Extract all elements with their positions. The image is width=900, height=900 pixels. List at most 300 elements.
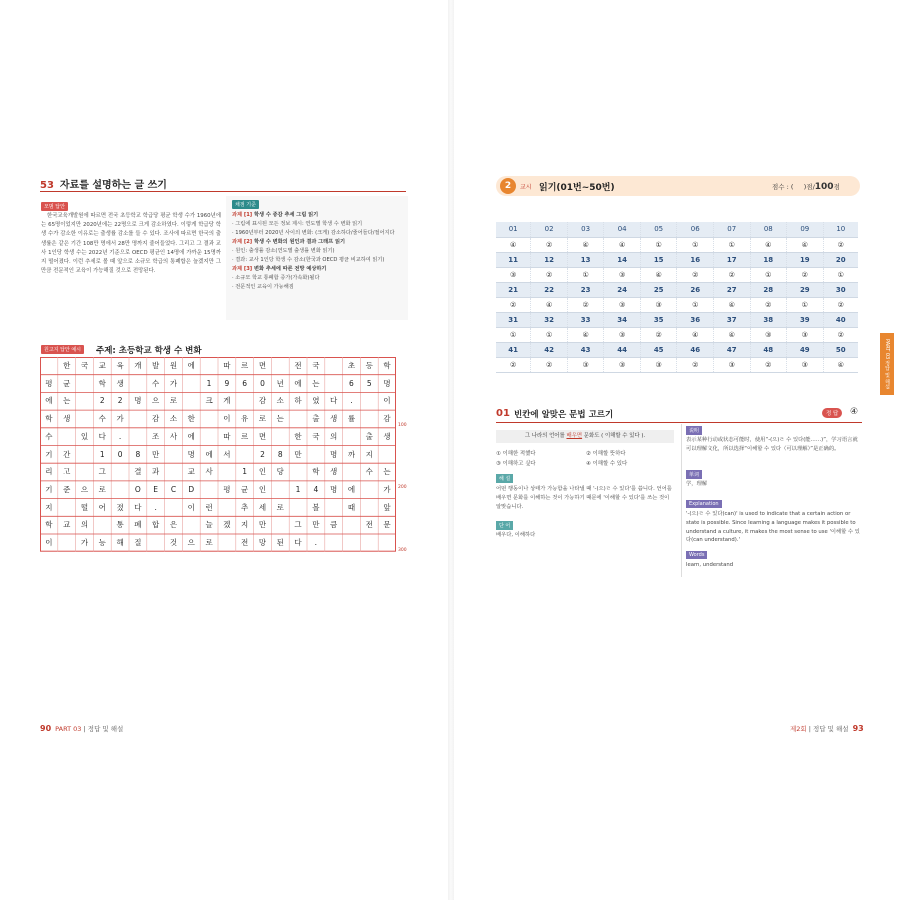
answer-number-row	[496, 222, 858, 237]
answer-key-table	[496, 222, 858, 373]
question-number-cell: 32	[531, 312, 568, 327]
grid-cell: 어	[98, 502, 106, 512]
choice-1: ① 이해한 적했다	[496, 451, 536, 457]
chinese-explanation-text: 表示某种行动或状态可能时，使用“-(으)ㄹ 수 있다(能……)”，学习语言就可以理解文化，所以选择“이해할 수 있다（可以理解）”是正确的。	[686, 437, 858, 452]
answer-cell: ④	[713, 327, 750, 342]
scoring-criteria-list	[232, 211, 406, 292]
question-number-cell: 22	[531, 282, 568, 297]
answer-cell: ④	[531, 297, 568, 312]
choice-3: ③ 이해하고 싶다	[496, 461, 536, 467]
question-number: 53	[40, 180, 54, 191]
grid-cell: 는	[312, 378, 320, 388]
question-number-cell: 20	[823, 252, 858, 267]
grid-cell: 명	[383, 378, 391, 388]
answer-cell: ③	[604, 327, 641, 342]
grid-cell: 1	[295, 484, 301, 494]
answer-value-row	[496, 297, 858, 312]
answer-cell: ④	[567, 327, 604, 342]
grid-cell: 늘	[205, 520, 213, 530]
grid-cell: 5	[366, 378, 372, 388]
answer-cell: ①	[531, 327, 568, 342]
question-number-cell: 04	[604, 222, 641, 237]
answer-cell: ①	[677, 237, 714, 252]
grid-cell: 크	[205, 396, 213, 406]
grid-cell: 르	[241, 361, 249, 370]
grid-cell: 생	[63, 414, 71, 424]
grid-cell: 는	[276, 414, 284, 424]
grid-cell: 소	[169, 414, 178, 424]
grid-cell: 0	[260, 378, 265, 388]
grid-cell: 으	[187, 538, 195, 547]
question-number-cell: 42	[531, 342, 568, 357]
question-number-cell: 27	[713, 282, 750, 297]
question-01-title: 빈칸에 알맞은 문법 고르기	[514, 410, 614, 420]
criteria-heading-text: 변화 추세에 따른 전망 예상하기	[254, 266, 327, 272]
grid-cell: 명	[134, 396, 142, 406]
grid-cell: 교	[187, 467, 195, 477]
grid-cell: 큼	[330, 520, 338, 530]
grid-cell	[111, 481, 129, 499]
grid-cell: 감	[152, 414, 160, 424]
answer-cell: ④	[677, 327, 714, 342]
grid-cell	[271, 357, 289, 375]
grid-cell: 학	[383, 361, 391, 370]
grid-cell: 출	[312, 414, 320, 424]
answer-cell: ④	[640, 267, 677, 282]
answer-cell: ②	[496, 357, 531, 372]
footer-text-right: | 정답 및 해설	[808, 725, 849, 733]
chinese-explanation-tag: 说明	[686, 426, 702, 435]
grid-row	[40, 392, 396, 410]
explanation-tag: 해 설	[496, 474, 513, 483]
grid-cell	[289, 463, 307, 481]
grid-cell	[58, 534, 76, 552]
grid-cell: 통	[116, 520, 124, 530]
grid-cell: 해	[116, 538, 124, 547]
answer-number-row	[496, 282, 858, 297]
grid-cell: 에	[347, 484, 356, 494]
grid-cell: 르	[241, 431, 249, 441]
reference-answer-title: 주제: 초등학교 학생 수 변화	[96, 346, 202, 356]
grid-cell: 로	[169, 396, 178, 406]
criteria-heading	[232, 265, 406, 274]
grid-cell: 6	[242, 378, 248, 388]
grid-cell: 있	[80, 431, 89, 441]
grid-cell: 은	[169, 520, 178, 530]
grid-cell	[165, 463, 183, 481]
answer-cell: ④	[496, 237, 531, 252]
answer-choices	[496, 449, 676, 469]
correct-answer-tag: 정 답	[822, 408, 842, 418]
grid-cell	[289, 410, 307, 428]
grid-cell	[76, 446, 94, 464]
grid-cell: 서	[223, 449, 231, 459]
grid-cell: 률	[347, 414, 356, 424]
criteria-heading-text: 학생 수 증감 추세 그림 읽기	[254, 212, 319, 218]
grid-cell: 로	[276, 502, 284, 512]
grid-cell: 합	[152, 520, 160, 530]
grid-cell: 는	[383, 467, 391, 477]
answer-cell: ④	[713, 297, 750, 312]
grid-cell	[271, 516, 289, 534]
question-number-cell: 35	[640, 312, 677, 327]
answer-number-row	[496, 342, 858, 357]
exam-number-badge: 2	[500, 178, 516, 194]
answer-cell: ②	[496, 297, 531, 312]
answer-cell: ④	[823, 357, 858, 372]
grid-cell: 등	[365, 361, 373, 370]
answer-cell: ③	[604, 267, 641, 282]
grid-cell	[307, 446, 325, 464]
grid-cell: 9	[224, 378, 230, 388]
grid-cell: 에	[45, 396, 53, 406]
criteria-heading-text: 학생 수 변화의 원인과 결과 그래프 읽기	[254, 239, 346, 245]
grid-cell: 학	[45, 414, 53, 424]
grid-cell	[40, 357, 58, 375]
score-suffix: )점/	[803, 183, 815, 191]
grid-cell	[360, 392, 378, 410]
answer-cell: ②	[677, 357, 714, 372]
grid-cell: 원	[169, 361, 178, 370]
grid-cell: 떨	[80, 502, 89, 512]
grid-cell: 이	[187, 502, 195, 512]
grid-cell: 다	[294, 538, 302, 547]
question-number-cell: 11	[496, 252, 531, 267]
grid-cell: 에	[187, 361, 195, 370]
grid-cell: 감	[258, 396, 267, 406]
answer-cell: ③	[750, 327, 787, 342]
grid-cell	[165, 446, 183, 464]
grid-cell: 세	[258, 502, 267, 512]
answer-cell: ①	[496, 327, 531, 342]
grid-cell: 교	[98, 361, 106, 370]
grid-cell: 인	[258, 484, 267, 494]
grid-cell	[218, 499, 236, 517]
question-number-cell: 05	[640, 222, 677, 237]
grid-cell: 가	[383, 484, 391, 494]
question-number-cell: 39	[787, 312, 824, 327]
grid-cell: 생	[116, 378, 124, 388]
grid-cell	[343, 428, 361, 446]
grid-cell: 생	[383, 431, 391, 441]
answer-cell: ②	[787, 267, 824, 282]
question-number-cell: 08	[750, 222, 787, 237]
grid-cell: 망	[258, 538, 267, 547]
grid-row	[40, 534, 396, 552]
grid-cell	[76, 375, 94, 393]
grid-cell: 준	[63, 484, 71, 494]
grid-row	[40, 410, 396, 428]
grid-cell: 만	[152, 449, 160, 459]
question-number-cell: 01	[496, 222, 531, 237]
question-01-divider	[496, 422, 862, 423]
grid-cell: 따	[223, 431, 231, 441]
question-number-cell: 37	[713, 312, 750, 327]
footer-part: PART 03	[55, 725, 82, 733]
criteria-heading-number: 과제 [2]	[232, 239, 254, 245]
grid-cell: 초	[347, 361, 356, 370]
answer-cell: ④	[604, 237, 641, 252]
answer-cell: ③	[640, 297, 677, 312]
question-number-cell: 48	[750, 342, 787, 357]
grid-cell: 감	[383, 414, 391, 424]
grid-cell	[76, 463, 94, 481]
grid-cell: 가	[116, 414, 124, 424]
grid-cell: 다	[330, 396, 338, 406]
criteria-item: · 소규모 학교 통폐합 증가(가속화)될다	[232, 275, 320, 281]
grid-cell	[271, 481, 289, 499]
grid-cell: 에	[205, 449, 213, 459]
grid-cell: 평	[45, 378, 53, 388]
answer-cell: ①	[787, 297, 824, 312]
grid-cell	[58, 428, 76, 446]
question-number-cell: 43	[567, 342, 604, 357]
grid-cell	[129, 375, 147, 393]
grid-cell	[129, 410, 147, 428]
question-number-cell: 41	[496, 342, 531, 357]
answer-number-row	[496, 252, 858, 267]
grid-cell	[147, 534, 165, 552]
question-number-cell: 26	[677, 282, 714, 297]
grid-cell: 조	[152, 431, 160, 441]
grid-cell: 년	[276, 378, 284, 388]
grid-cell	[360, 410, 378, 428]
question-number-cell: 25	[640, 282, 677, 297]
grid-cell: 4	[313, 484, 319, 494]
grid-cell: 한	[294, 431, 302, 441]
grid-cell: 이	[383, 396, 391, 406]
grid-cell: 출	[365, 431, 373, 441]
grid-cell: 으	[80, 484, 89, 494]
answer-cell: ②	[750, 297, 787, 312]
vocab-text: 배우다, 이해하다	[496, 532, 536, 538]
grid-cell: 평	[223, 484, 231, 494]
model-answer-tag: 모범 답안	[41, 202, 68, 211]
choice-2: ② 이해할 뜻하다	[586, 451, 626, 457]
grid-cell	[58, 499, 76, 517]
grid-cell: 졌	[116, 502, 124, 512]
grid-cell	[289, 499, 307, 517]
grid-cell: 학	[45, 520, 53, 530]
grid-cell: D	[188, 484, 195, 494]
criteria-item: · 결과: 교사 1인당 학생 수 감소(한국과 OECD 평균 비교하여 읽기)	[232, 257, 385, 263]
question-number-cell: 12	[531, 252, 568, 267]
grid-cell: 의	[80, 520, 89, 530]
question-number-cell: 46	[677, 342, 714, 357]
grid-cell: 다	[98, 431, 106, 441]
grid-cell: 사	[205, 467, 213, 477]
grid-cell: C	[170, 484, 177, 494]
grid-cell	[182, 516, 200, 534]
translation-column	[681, 424, 862, 577]
question-number-cell: 36	[677, 312, 714, 327]
question-number-cell: 38	[750, 312, 787, 327]
answer-value-row	[496, 267, 858, 282]
grid-cell: 생	[330, 467, 338, 477]
answer-value-row	[496, 327, 858, 342]
grid-cell: 2	[99, 396, 105, 406]
question-number-cell: 07	[713, 222, 750, 237]
question-number-cell: 14	[604, 252, 641, 267]
answer-cell: ④	[787, 237, 824, 252]
question-53-title	[40, 176, 167, 191]
grid-cell: 그	[294, 520, 302, 530]
sentence-post: 문화도 ( 이해할 수 있다 ).	[583, 433, 646, 439]
exam-period-label: 교시	[520, 184, 532, 191]
grid-cell	[271, 428, 289, 446]
grid-cell: 런	[205, 502, 213, 512]
grid-cell: 한	[63, 361, 71, 370]
grid-cell: 균	[63, 378, 71, 388]
grid-cell: 과	[152, 467, 160, 477]
exam-title: 읽기(01번~50번)	[539, 183, 615, 193]
grid-cell	[200, 428, 218, 446]
grid-cell: 학	[312, 467, 320, 477]
answer-cell: ②	[713, 267, 750, 282]
book-gutter	[448, 0, 454, 900]
grid-cell	[325, 499, 343, 517]
english-vocab-tag: Words	[686, 551, 707, 559]
grid-cell	[76, 392, 94, 410]
question-number-cell: 49	[787, 342, 824, 357]
grid-cell: 게	[223, 396, 231, 406]
grid-cell	[111, 463, 129, 481]
grid-cell: 수	[98, 414, 106, 424]
grid-cell	[200, 357, 218, 375]
grid-cell: 의	[330, 431, 338, 441]
question-number-cell: 16	[677, 252, 714, 267]
question-number-cell: 18	[750, 252, 787, 267]
grid-cell: 에	[187, 431, 195, 441]
grid-cell: 때	[347, 502, 356, 512]
criteria-heading	[232, 238, 406, 247]
grid-cell	[182, 375, 200, 393]
criteria-item: · 원인: 출생률 감소(연도별 출생률 변화 읽기)	[232, 248, 335, 254]
model-answer-text: 한국교육개발원에 따르면 전국 초등학교 학급당 평균 학생 수가 1960년에는 65명이었지만 2020년에는 22명으로 크게 감소하였다. 이렇게 학급당 학생 수가 감소한 이유로는 출생률 감소를 들 수 있다. 조사에 따르면 한국의 출생률은 같은 기간 108만 명에서 28만 명까지 줄어들었다. 그리고 그 결과 교사 1인당 학생 수는 2022년 기준으로 OECD 평균인 14명에 가까운 15명까지 떨어졌다. 이런 추세로 볼 때 앞으로 소규모 학급의 통폐합은 늘겠지만 그만큼 전문적인 교육이 가능해질 것으로 전망된다.	[41, 213, 221, 275]
question-number-cell: 33	[567, 312, 604, 327]
grid-cell: 그	[98, 467, 106, 477]
grid-cell: 명	[330, 449, 338, 459]
criteria-heading-number: 과제 [1]	[232, 212, 254, 218]
grid-cell: 기	[45, 449, 53, 459]
grid-cell	[200, 410, 218, 428]
grid-cell: 만	[258, 520, 267, 530]
answer-cell: ③	[604, 357, 641, 372]
grid-cell: 하	[294, 396, 302, 406]
grid-cell: 수	[45, 431, 53, 441]
question-number-cell: 45	[640, 342, 677, 357]
question-number-cell: 17	[713, 252, 750, 267]
grid-mark-200: 200	[398, 485, 407, 490]
grid-cell: 다	[134, 502, 142, 512]
grid-row	[40, 481, 396, 499]
criteria-item: · 전문적인 교육이 가능해짐	[232, 284, 294, 290]
footer-text: | 정답 및 해설	[83, 725, 124, 733]
answer-cell: ②	[531, 237, 568, 252]
grid-cell: O	[134, 484, 141, 494]
grid-cell: 당	[276, 467, 284, 477]
answer-cell: ③	[567, 357, 604, 372]
grid-cell: 겠	[223, 520, 231, 530]
grid-cell: .	[314, 538, 318, 547]
grid-cell: 개	[134, 361, 142, 370]
answer-cell: ③	[787, 327, 824, 342]
grid-cell: 6	[349, 378, 354, 388]
grid-cell	[236, 446, 254, 464]
grid-cell: 것	[169, 538, 178, 547]
grid-cell: 지	[241, 520, 249, 530]
sentence-pre: 그 나라의 언어를	[524, 433, 565, 439]
grid-cell	[325, 375, 343, 393]
grid-cell: 로	[205, 538, 213, 547]
grid-mark-100: 100	[398, 423, 407, 428]
grid-cell: 가	[169, 378, 178, 388]
footer-left	[40, 724, 123, 733]
grid-cell: 국	[312, 431, 320, 441]
scoring-criteria-tag: 채점 기준	[232, 200, 259, 209]
answer-cell: ②	[823, 327, 858, 342]
grid-cell: 능	[98, 538, 106, 547]
answer-cell: ③	[604, 297, 641, 312]
correct-answer-value: ④	[850, 407, 859, 417]
answer-cell: ③	[496, 267, 531, 282]
grid-cell: 교	[63, 520, 71, 530]
chinese-vocab-text: 学，理解	[686, 481, 708, 487]
grid-cell: 로	[98, 484, 106, 494]
english-explanation-tag: Explanation	[686, 500, 722, 508]
grid-cell: 8	[135, 449, 141, 459]
question-number-cell: 47	[713, 342, 750, 357]
grid-cell	[165, 499, 183, 517]
grid-cell: .	[154, 502, 157, 512]
sentence-highlight: 배우면	[566, 433, 583, 439]
grid-cell: 이	[223, 414, 231, 424]
question-number-cell: 34	[604, 312, 641, 327]
grid-cell: 에	[294, 378, 302, 388]
grid-row	[40, 463, 396, 481]
grid-cell: 질	[134, 538, 142, 547]
question-number-cell: 50	[823, 342, 858, 357]
grid-cell: 면	[258, 361, 267, 370]
grid-cell: 볼	[312, 502, 320, 512]
grid-cell: 된	[276, 538, 284, 547]
answer-cell: ①	[677, 297, 714, 312]
answer-cell: ②	[677, 267, 714, 282]
answer-value-row	[496, 357, 858, 372]
grid-cell: 한	[187, 414, 195, 424]
grid-cell: 추	[241, 502, 249, 512]
grid-cell	[236, 392, 254, 410]
grid-cell: 수	[152, 378, 160, 388]
answer-cell: ①	[823, 267, 858, 282]
grid-cell	[129, 428, 147, 446]
criteria-heading	[232, 211, 406, 220]
question-number-cell: 06	[677, 222, 714, 237]
grid-cell	[378, 446, 396, 464]
question-number-cell: 31	[496, 312, 531, 327]
grid-cell: 1	[99, 449, 105, 459]
answer-cell: ④	[567, 237, 604, 252]
grid-cell: 리	[45, 467, 53, 477]
grid-row	[40, 446, 396, 464]
score-field	[772, 182, 840, 192]
grid-cell: 생	[330, 414, 338, 424]
grid-cell	[76, 410, 94, 428]
grid-cell: 전	[365, 520, 373, 530]
grid-cell: .	[350, 396, 353, 406]
grid-cell: 면	[258, 431, 267, 441]
grid-cell: 유	[241, 414, 249, 424]
